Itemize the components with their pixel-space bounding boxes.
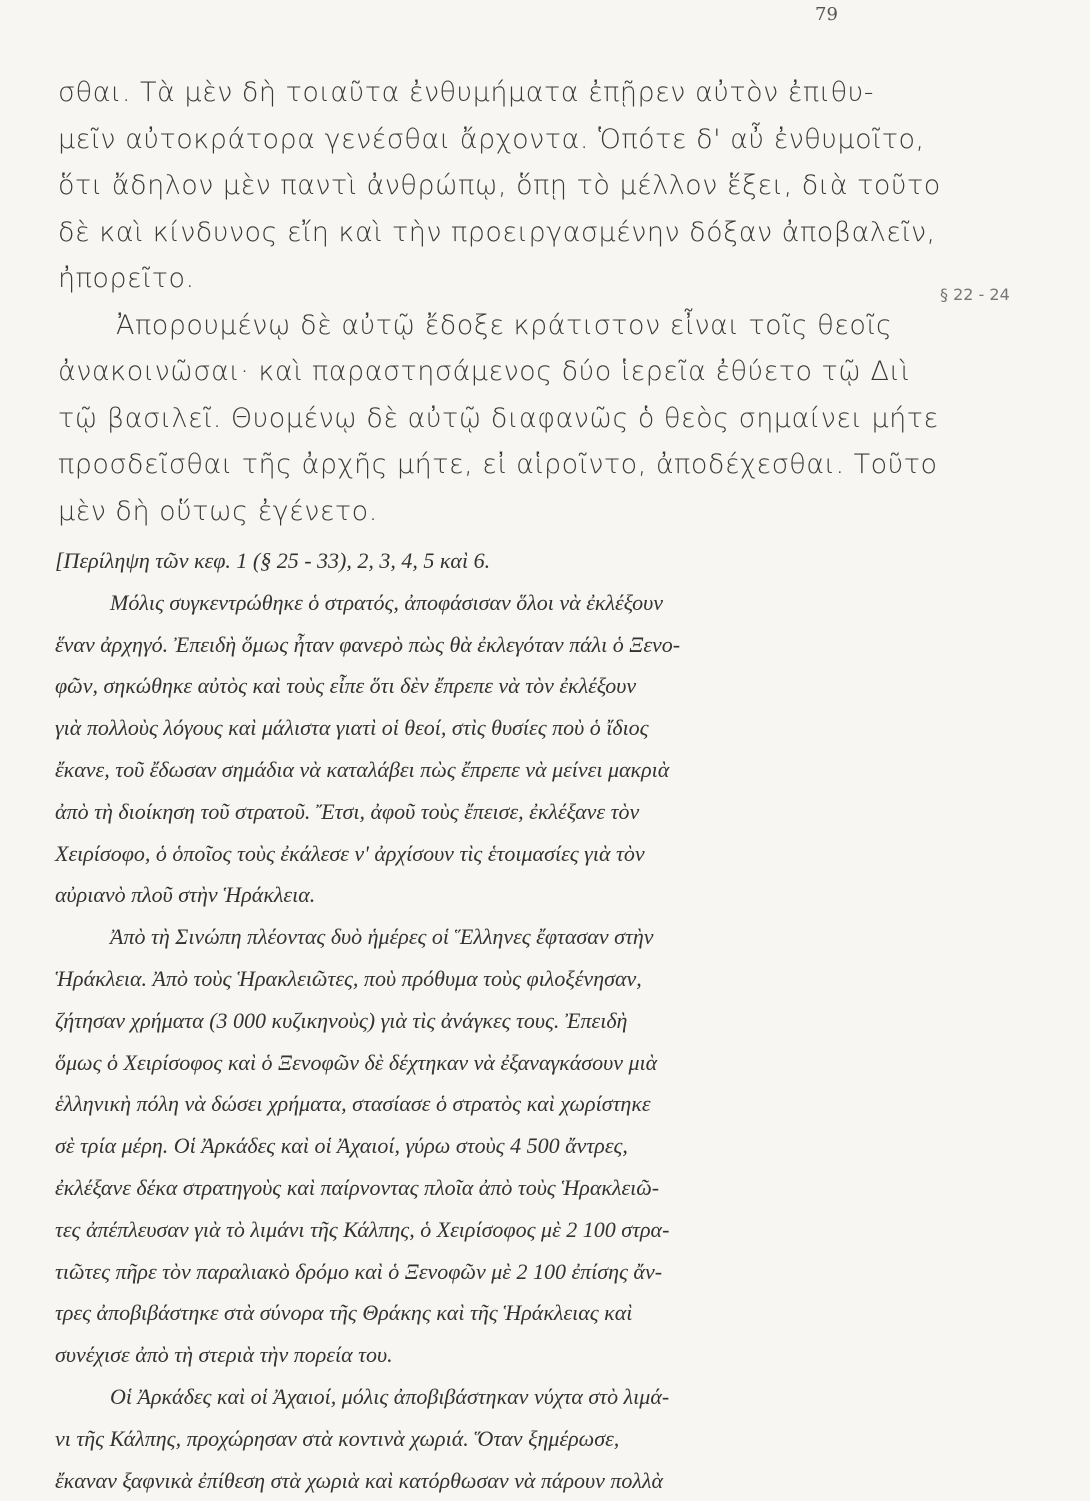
summary-heading: [Περίληψη τῶν κεφ. 1 (§ 25 - 33), 2, 3, 4, 5 καὶ 6.: [55, 548, 491, 573]
text-line: ζήτησαν χρήματα (3 000 κυζικηνοὺς) γιὰ τὶς ἀνάγκες τους. Ἐπειδὴ: [55, 1007, 628, 1033]
text-line: συνέχισε ἀπὸ τὴ στεριὰ τὴν πορεία του.: [55, 1342, 393, 1368]
text-line: δὲ καὶ κίνδυνος εἴη καὶ τὴν προειργασμένην δόξαν ἀποβαλεῖν,: [58, 216, 936, 248]
text-line: Χειρίσοφο, ὁ ὁποῖος τοὺς ἐκάλεσε ν' ἀρχίσουν τὶς ἑτοιμασίες γιὰ τὸν: [55, 840, 645, 866]
text-line: ἠπορεῖτο.: [58, 263, 195, 294]
text-line: Μόλις συγκεντρώθηκε ὁ στρατός, ἀποφάσισαν ὅλοι νὰ ἐκλέξουν: [110, 589, 664, 615]
text-line: ἔκανε, τοῦ ἔδωσαν σημάδια νὰ καταλάβει πὼς ἔπρεπε νὰ μείνει μακριὰ: [55, 756, 670, 782]
modern-greek-summary: [55, 540, 935, 1501]
text-line: μεῖν αὐτοκράτορα γενέσθαι ἄρχοντα. Ὁπότε δ' αὖ ἐνθυμοῖτο,: [58, 123, 925, 155]
text-line: τες ἀπέπλευσαν γιὰ τὸ λιμάνι τῆς Κάλπης, ὁ Χειρίσοφος μὲ 2 100 στρα-: [55, 1216, 670, 1242]
text-line: ἔκαναν ξαφνικὰ ἐπίθεση στὰ χωριὰ καὶ κατόρθωσαν νὰ πάρουν πολλὰ: [55, 1467, 664, 1493]
text-line: αὐριανὸ πλοῦ στὴν Ἡράκλεια.: [55, 882, 316, 908]
ancient-greek-passage: [58, 70, 941, 535]
text-line: τιῶτες πῆρε τὸν παραλιακὸ δρόμο καὶ ὁ Ξενοφῶν μὲ 2 100 ἐπίσης ἄν-: [55, 1258, 663, 1284]
text-line: ἑλληνικὴ πόλη νὰ δώσει χρήματα, στασίασε ὁ στρατὸς καὶ χωρίστηκε: [55, 1091, 651, 1117]
text-line: ἐκλέξανε δέκα στρατηγοὺς καὶ παίρνοντας πλοῖα ἀπὸ τοὺς Ἡρακλειῶ-: [55, 1174, 660, 1200]
text-line: Οἱ Ἀρκάδες καὶ οἱ Ἀχαιοί, μόλις ἀποβιβάστηκαν νύχτα στὸ λιμά-: [110, 1383, 670, 1409]
text-line: σθαι. Τὰ μὲν δὴ τοιαῦτα ἐνθυμήματα ἐπῇρεν αὐτὸν ἐπιθυ-: [58, 77, 874, 108]
text-line: Ἀπὸ τὴ Σινώπη πλέοντας δυὸ ἡμέρες οἱ Ἕλληνες ἔφτασαν στὴν: [110, 924, 654, 950]
text-line: ἀπὸ τὴ διοίκηση τοῦ στρατοῦ. Ἔτσι, ἀφοῦ τοὺς ἔπεισε, ἐκλέξανε τὸν: [55, 798, 640, 824]
text-line: ὅμως ὁ Χειρίσοφος καὶ ὁ Ξενοφῶν δὲ δέχτηκαν νὰ ἐξαναγκάσουν μιὰ: [55, 1049, 658, 1075]
text-line: ὅτι ἄδηλον μὲν παντὶ ἀνθρώπῳ, ὅπῃ τὸ μέλλον ἕξει, διὰ τοῦτο: [58, 170, 941, 201]
text-line: Ἀπορουμένῳ δὲ αὐτῷ ἔδοξε κράτιστον εἶναι τοῖς θεοῖς: [116, 309, 893, 341]
section-margin-reference: § 22 - 24: [940, 285, 1010, 304]
text-line: φῶν, σηκώθηκε αὐτὸς καὶ τοὺς εἶπε ὅτι δὲν ἔπρεπε νὰ τὸν ἐκλέξουν: [55, 673, 637, 699]
text-line: τῷ βασιλεῖ. Θυομένῳ δὲ αὐτῷ διαφανῶς ὁ θεὸς σημαίνει μήτε: [58, 402, 939, 434]
text-line: Ἡράκλεια. Ἀπὸ τοὺς Ἡρακλειῶτες, ποὺ πρόθυμα τοὺς φιλοξένησαν,: [55, 965, 642, 991]
text-line: τρες ἀποβιβάστηκε στὰ σύνορα τῆς Θράκης καὶ τῆς Ἡράκλειας καὶ: [55, 1300, 633, 1326]
page-number: 79: [815, 4, 838, 25]
text-line: προσδεῖσθαι τῆς ἀρχῆς μήτε, εἰ αἱροῖντο, ἀποδέχεσθαι. Τοῦτο: [58, 449, 938, 480]
text-line: σὲ τρία μέρη. Οἱ Ἀρκάδες καὶ οἱ Ἀχαιοί, γύρω στοὺς 4 500 ἄντρες,: [55, 1133, 628, 1159]
text-line: μὲν δὴ οὕτως ἐγένετο.: [58, 495, 378, 527]
text-line: ἕναν ἀρχηγό. Ἐπειδὴ ὅμως ἦταν φανερὸ πὼς θὰ ἐκλεγόταν πάλι ὁ Ξενο-: [55, 631, 681, 657]
text-line: γιὰ πολλοὺς λόγους καὶ μάλιστα γιατὶ οἱ θεοί, στὶς θυσίες ποὺ ὁ ἴδιος: [55, 715, 649, 741]
text-line: νι τῆς Κάλπης, προχώρησαν στὰ κοντινὰ χωριά. Ὅταν ξημέρωσε,: [55, 1425, 620, 1451]
text-line: ἀνακοινῶσαι· καὶ παραστησάμενος δύο ἱερεῖα ἐθύετο τῷ Διὶ: [58, 356, 911, 387]
